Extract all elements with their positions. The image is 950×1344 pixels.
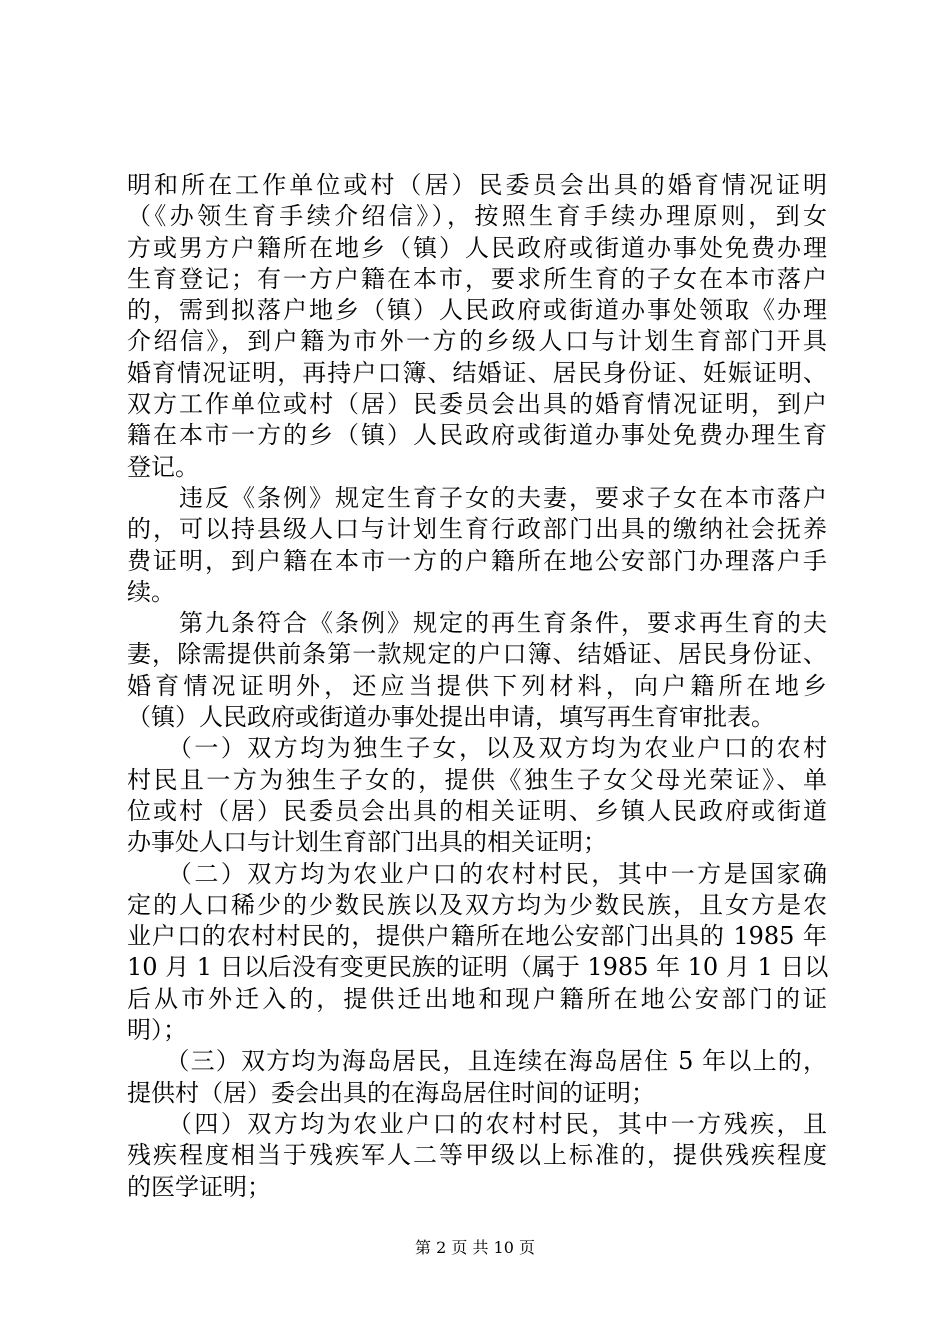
text-line: 婚育情况证明外，还应当提供下列材料，向户籍所在地乡 bbox=[127, 671, 827, 700]
text-line: 登记。 bbox=[127, 452, 199, 481]
text-line: 明）； bbox=[127, 1016, 187, 1045]
paragraph bbox=[127, 608, 827, 733]
text-line: 村民且一方为独生子女的，提供《独生子女父母光荣证》、单 bbox=[127, 765, 827, 794]
text-line: 续。 bbox=[127, 577, 175, 606]
text-line: 妻，除需提供前条第一款规定的户口簿、结婚证、居民身份证、 bbox=[127, 640, 827, 669]
text-line: 的，可以持县级人口与计划生育行政部门出具的缴纳社会抚养 bbox=[127, 515, 827, 544]
text-line: 明和所在工作单位或村（居）民委员会出具的婚育情况证明 bbox=[127, 171, 827, 199]
paragraph bbox=[127, 859, 827, 1047]
text-line: 10 月 1 日以后没有变更民族的证明（属于 1985 年 10 月 1 日以 bbox=[127, 953, 829, 982]
text-line: 介绍信》，到户籍为市外一方的乡级人口与计划生育部门开具 bbox=[127, 327, 827, 356]
paragraph bbox=[127, 733, 827, 858]
text-line: 位或村（居）民委员会出具的相关证明、乡镇人民政府或街道 bbox=[127, 796, 827, 825]
text-line: （二）双方均为农业户口的农村村民，其中一方是国家确 bbox=[127, 859, 827, 888]
text-line: （四）双方均为农业户口的农村村民，其中一方残疾，且 bbox=[127, 1109, 827, 1138]
paragraph bbox=[127, 170, 827, 483]
page-footer: 第 2 页 共 10 页 bbox=[415, 1238, 535, 1257]
text-line: 籍在本市一方的乡（镇）人民政府或街道办事处免费办理生育 bbox=[127, 421, 827, 450]
text-line: 生育登记；有一方户籍在本市，要求所生育的子女在本市落户 bbox=[127, 264, 827, 293]
paragraph bbox=[127, 1046, 827, 1109]
text-line: 费证明，到户籍在本市一方的户籍所在地公安部门办理落户手 bbox=[127, 546, 827, 575]
text-line: 提供村（居）委会出具的在海岛居住时间的证明； bbox=[127, 1078, 655, 1107]
text-line: 的医学证明； bbox=[127, 1172, 271, 1201]
text-line: 方或男方户籍所在地乡（镇）人民政府或街道办事处免费办理 bbox=[127, 233, 827, 262]
text-line: （三）双方均为海岛居民，且连续在海岛居住 5 年以上的， bbox=[127, 1047, 827, 1076]
text-line: 婚育情况证明，再持户口簿、结婚证、居民身份证、妊娠证明、 bbox=[127, 358, 827, 387]
document-body bbox=[127, 170, 827, 1203]
text-line: 双方工作单位或村（居）民委员会出具的婚育情况证明，到户 bbox=[127, 390, 827, 419]
text-line: （一）双方均为独生子女，以及双方均为农业户口的农村 bbox=[127, 734, 827, 763]
paragraph bbox=[127, 483, 827, 608]
text-line: 定的人口稀少的少数民族以及双方均为少数民族，且女方是农 bbox=[127, 890, 827, 919]
paragraph bbox=[127, 1109, 827, 1203]
text-line: 的，需到拟落户地乡（镇）人民政府或街道办事处领取《办理 bbox=[127, 296, 827, 325]
text-line: 业户口的农村村民的，提供户籍所在地公安部门出具的 1985 年 bbox=[127, 922, 827, 951]
text-line: 违反《条例》规定生育子女的夫妻，要求子女在本市落户 bbox=[127, 483, 827, 512]
text-line: （《办领生育手续介绍信》），按照生育手续办理原则，到女 bbox=[127, 202, 827, 231]
text-line: （镇）人民政府或街道办事处提出申请，填写再生育审批表。 bbox=[127, 703, 775, 732]
text-line: 后从市外迁入的，提供迁出地和现户籍所在地公安部门的证 bbox=[127, 984, 827, 1013]
text-line: 残疾程度相当于残疾军人二等甲级以上标准的，提供残疾程度 bbox=[127, 1141, 827, 1170]
text-line: 第九条符合《条例》规定的再生育条件，要求再生育的夫 bbox=[127, 609, 827, 638]
text-line: 办事处人口与计划生育部门出具的相关证明； bbox=[127, 828, 607, 857]
